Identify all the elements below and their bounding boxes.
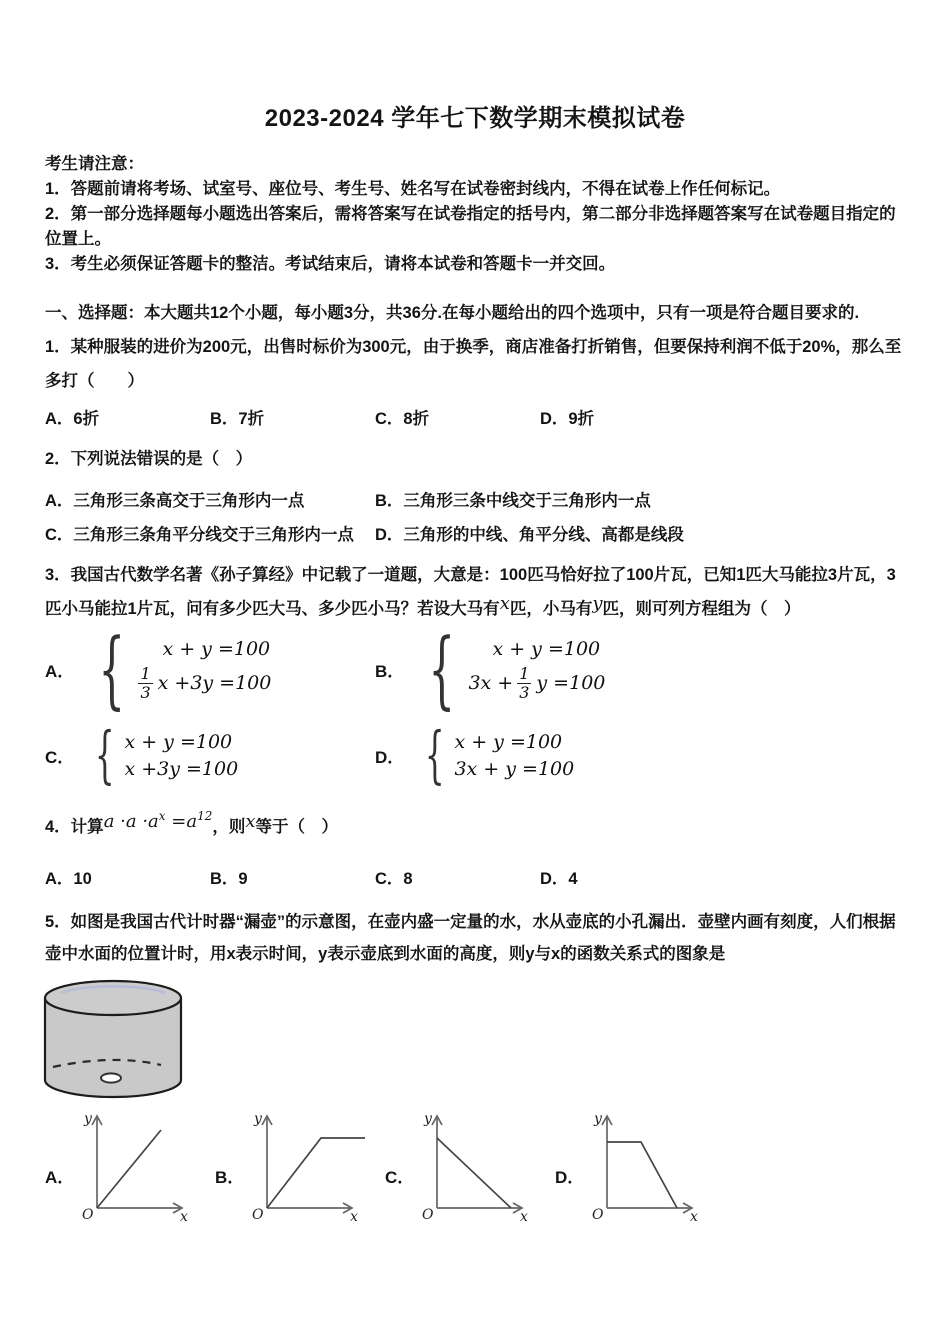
graph-b-label: B． [215,1168,245,1188]
q2-option-b: B．三角形三条中线交于三角形内一点 [375,492,651,510]
fraction-one-third: $\frac{1}{3}$ [519,663,530,702]
graph-a-label: A． [45,1168,75,1188]
notice-item-3: 3．考生必须保证答题卡的整洁。考试结束后，请将本试卷和答题卡一并交回。 [45,255,616,273]
question-4-text: 4．计算$a \cdot a \cdot a^x =a^{12}$，则x等于（ ） [45,809,339,837]
svg-text:y: y [594,1111,602,1128]
q4-formula: $a \cdot a \cdot a^x =a^{12}$ [103,809,213,833]
q3-option-d [375,718,705,792]
left-brace: { [98,620,126,718]
q4-option-d: D．4 [540,870,578,889]
graph-c-label: C． [385,1168,415,1188]
q2-option-c: C．三角形三条角平分线交于三角形内一点 [45,526,354,544]
q3-option-c-label: C． [45,748,75,768]
left-brace: { [94,718,115,792]
q3-option-b [375,620,705,718]
question-5-graph-options [45,1108,905,1222]
q4-option-c: C．8 [375,870,413,889]
question-1-text: 1．某种服装的进价为200元，出售时标价为300元，由于换季，商店准备打折销售，但要保持利润不低于20%，那么至多打（ ） [45,338,902,390]
exam-title: 2023-2024 学年七下数学期末模拟试卷 [264,105,686,132]
fraction-one-third: $\frac{1}{3}$ [140,663,151,702]
notice-item-1: 1．答题前请将考场、试室号、座位号、考生号、姓名写在试卷密封线内，不得在试卷上作任何标记。 [45,180,781,198]
q2-option-d: D．三角形的中线、角平分线、高都是线段 [375,526,684,544]
line-increasing [97,1130,161,1208]
section-heading-choice: 一、选择题：本大题共12个小题，每小题3分，共36分.在每小题给出的四个选项中，只有一项是符合题目要求的. [45,304,860,322]
graph-b-plot [247,1108,369,1222]
graph-d-label: D． [555,1168,585,1188]
q3-option-b-label: B． [375,662,405,682]
line-decreasing [437,1138,511,1208]
q4-option-a: A．10 [45,870,92,889]
variable-y: y [592,593,603,614]
graph-c-plot [417,1108,539,1222]
svg-text:O: O [422,1207,434,1223]
q4-option-b: B．9 [210,870,248,889]
graph-option-d [555,1108,709,1222]
svg-text:O: O [252,1207,264,1223]
svg-text:y: y [424,1111,432,1128]
q3-b-eq2: 3x + $\frac{1}{3}$ y =100 [468,663,606,702]
svg-text:x: x [690,1209,698,1223]
svg-text:y: y [254,1111,262,1128]
graph-d-plot [587,1108,709,1222]
question-3-options-ab [45,620,905,718]
question-2-options-row2 [45,524,905,546]
q1-option-c: C．8折 [375,410,430,428]
left-brace: { [428,620,456,718]
svg-text:y: y [84,1111,92,1128]
q1-option-a: A．6折 [45,410,100,428]
question-3-options-cd [45,718,905,792]
question-1-options [45,408,905,430]
q3-c-eq2: x +3y =100 [124,758,239,781]
water-clock-illustration [39,976,905,1104]
drain-hole [101,1073,121,1082]
question-2-options-row1 [45,490,905,512]
notice-heading: 考生请注意： [45,155,144,173]
line-increasing-then-flat [267,1138,365,1208]
q3-b-eq1: x + y =100 [492,637,601,660]
q3-option-c [45,718,375,792]
graph-a-plot [77,1108,199,1222]
question-3-text: 3．我国古代数学名著《孙子算经》中记载了一道题，大意是：100匹马恰好拉了100片瓦，已知1匹大马能拉3片瓦，3匹小马能拉1片瓦，问有多少匹大马、多少匹小马？若设大马有x匹，小马有y匹，则可列方程组为（ ） [45,566,896,618]
question-2-text: 2．下列说法错误的是（ ） [45,450,253,468]
question-5-text: 5．如图是我国古代计时器“漏壶”的示意图，在壶内盛一定量的水，水从壶底的小孔漏出．壶壁内画有刻度，人们根据壶中水面的位置计时，用x表示时间，y表示壶底到水面的高度，则y与x的函数关系式的图象是 [45,913,896,964]
svg-text:x: x [350,1209,358,1223]
left-brace: { [424,718,445,792]
q3-option-d-label: D． [375,748,405,768]
q1-option-d: D．9折 [540,410,595,428]
svg-text:x: x [520,1209,528,1223]
variable-x: x [245,811,256,833]
q3-option-a-label: A． [45,662,75,682]
q2-option-a: A．三角形三条高交于三角形内一点 [45,492,305,510]
svg-text:x: x [180,1209,188,1223]
q3-a-eq2: $\frac{1}{3}$ x +3y =100 [140,663,272,702]
question-4-options [45,868,905,890]
q3-a-eq1: x + y =100 [162,637,271,660]
q3-option-a [45,620,375,718]
q1-option-b: B．7折 [210,410,265,428]
line-flat-then-decreasing [607,1142,677,1208]
variable-x: x [499,593,510,614]
q3-d-eq1: x + y =100 [454,731,563,754]
q3-c-eq1: x + y =100 [124,731,233,754]
notice-item-2: 2．第一部分选择题每小题选出答案后，需将答案写在试卷指定的括号内，第二部分非选择题答案写在试卷题目指定的位置上。 [45,205,896,248]
q3-d-eq2: 3x + y =100 [454,758,575,781]
svg-text:O: O [592,1207,604,1223]
svg-text:O: O [82,1207,94,1223]
graph-option-b [215,1108,369,1222]
graph-option-a [45,1108,199,1222]
graph-option-c [385,1108,539,1222]
